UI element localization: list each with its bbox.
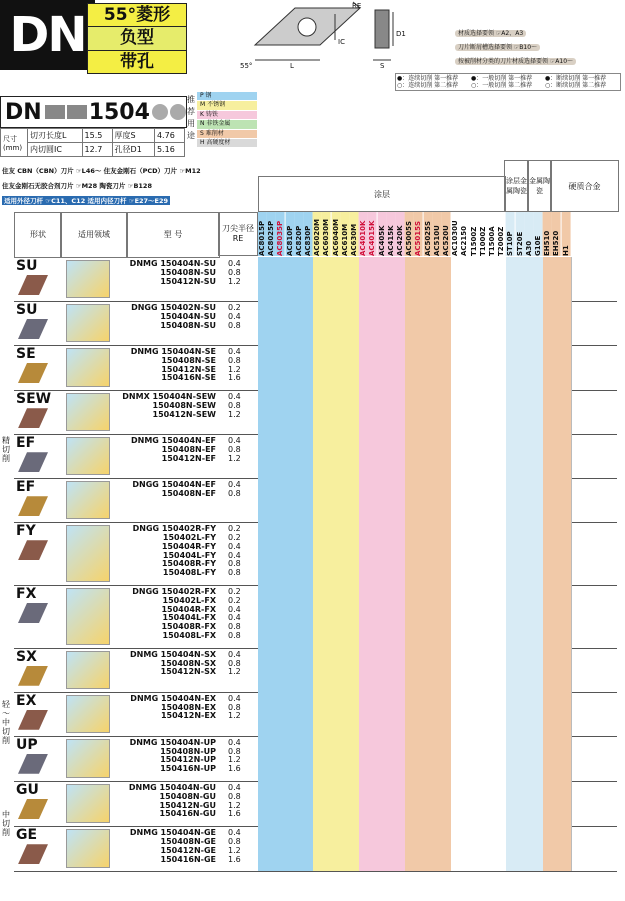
material-4: S 难削材: [197, 130, 257, 139]
note-ceramic: 住友金刚石无胶合剂刀片 ☞M28 陶瓷刀片 ☞B128: [2, 182, 152, 190]
nose-radius: 1.6: [228, 854, 241, 864]
nose-radius: 0.4: [228, 613, 241, 623]
nose-radius: 0.4: [228, 693, 241, 703]
nose-radius: 0.4: [228, 541, 241, 551]
grade-cell-bg: [562, 257, 572, 301]
insert-image: [18, 754, 48, 774]
nose-radius: 1.2: [228, 276, 241, 286]
nose-radius: 1.2: [228, 667, 241, 677]
designation: 150408N-GE: [160, 837, 216, 846]
chipbreaker-ex: EX: [16, 692, 37, 709]
grade-cell-bg: [562, 692, 572, 736]
grade-cell-bg: [562, 736, 572, 781]
designation: 150402L-FX: [162, 595, 216, 605]
designation: 150412N-GE: [160, 845, 216, 855]
grade-st10p: ST10P: [506, 212, 515, 256]
nose-radius: 0.8: [228, 702, 241, 712]
insert-image: [18, 710, 48, 730]
designation: 150416N-GE: [160, 854, 216, 864]
nose-radius: 0.8: [228, 568, 241, 578]
dim-l: L: [290, 62, 294, 70]
dim-re: RE: [352, 2, 362, 10]
designation: DNMG 150404N-SE: [130, 347, 216, 356]
grade-ac5015s: AC5015S: [414, 212, 423, 256]
nose-radius: 0.4: [228, 480, 241, 490]
nose-radius: 1.6: [228, 809, 241, 819]
col-field: 适用领域: [60, 212, 128, 258]
hole-label: 带孔: [120, 51, 154, 72]
material-5: H 高硬度材: [197, 139, 257, 148]
brand-title: DN: [0, 0, 95, 70]
application-range-chart: [66, 481, 110, 519]
grade-cell-bg: [562, 648, 572, 692]
nose-radius: 0.8: [228, 658, 241, 668]
nose-radius: 0.8: [228, 631, 241, 640]
grade-h1: H1: [562, 212, 571, 256]
insert-image: [18, 452, 48, 472]
designation: 150404L-FX: [162, 613, 216, 623]
designation: DNMG 150404N-EF: [131, 436, 216, 446]
grade-cell-bg: [562, 478, 572, 522]
chipbreaker-up: UP: [16, 736, 38, 753]
nose-radius: 1.2: [228, 409, 241, 419]
grade-g10e: G10E: [534, 212, 543, 256]
recommended-use-label: 推荐用途: [187, 95, 195, 140]
insert-image: [18, 540, 48, 560]
application-range-chart: [66, 304, 110, 342]
grade-ac5025s: AC5025S: [424, 212, 433, 256]
designation: 150412N-SE: [161, 364, 216, 374]
nose-radius: 0.2: [228, 595, 241, 605]
dim-s: S: [380, 62, 385, 70]
material-3: N 非铁金属: [197, 120, 257, 129]
model-bar: DN 1504: [0, 96, 187, 128]
nose-radius: 1.2: [228, 800, 241, 810]
grade-ac5005s: AC5005S: [405, 212, 414, 256]
chipbreaker-sew: SEW: [16, 391, 52, 408]
designation: 150404R-FX: [161, 604, 216, 614]
grade-cell-bg: [562, 522, 572, 585]
insert-image: [18, 666, 48, 686]
insert-image: [18, 319, 48, 339]
nose-radius: 0.8: [228, 445, 241, 454]
insert-image: [18, 844, 48, 864]
grade-ac405k: AC405K: [378, 212, 387, 256]
grade-ac830p: AC830P: [304, 212, 313, 256]
grade-ac420k: AC420K: [396, 212, 405, 256]
grade-a30: A30: [525, 212, 534, 256]
nose-radius: 0.8: [228, 837, 241, 846]
designation: 150408R-FX: [161, 622, 216, 632]
grade-ac415k: AC415K: [387, 212, 396, 256]
designation: 150408N-SEW: [152, 401, 216, 410]
designation: 150404L-FY: [162, 550, 216, 560]
note-cbn: 住友 CBN（CBN）刀片 ☞L46～ 住友金刚石（PCD）刀片 ☞M12: [2, 167, 201, 175]
grade-ac810p: AC810P: [286, 212, 295, 256]
dim-ic: IC: [338, 38, 345, 46]
designation: 150412N-SX: [160, 667, 216, 677]
grade-ac2150: AC2150: [460, 212, 469, 256]
grade-ac520u: AC520U: [442, 212, 451, 256]
designation: 150412N-EF: [161, 453, 216, 463]
designation: 150412N-GU: [159, 800, 216, 810]
chipbreaker-ge: GE: [16, 827, 38, 844]
designation: 150416N-UP: [160, 764, 216, 774]
designation: 150408N-EF: [161, 489, 216, 498]
chipbreaker-fy: FY: [16, 523, 36, 540]
designation: DNGG 150402R-FY: [132, 524, 216, 534]
application-range-chart: [66, 651, 110, 689]
nose-radius: 0.2: [228, 524, 241, 534]
grade-t1500a: T1500A: [488, 212, 497, 256]
side-label-finishing: 精切削: [2, 436, 10, 463]
chipbreaker-su: SU: [16, 258, 38, 274]
nose-radius: 0.2: [228, 533, 241, 542]
nose-radius: 0.8: [228, 791, 241, 801]
designation: 150412N-EX: [160, 711, 216, 721]
designation: DNGG 150404N-EF: [132, 480, 216, 490]
grade-t1500z: T1500Z: [470, 212, 479, 256]
grade-ac6040m: AC6040M: [332, 212, 341, 256]
nose-radius: 0.2: [228, 587, 241, 596]
insert-type-box: [87, 3, 187, 74]
nose-radius: 0.4: [228, 649, 241, 659]
grade-ac8035p: AC8035P: [276, 212, 285, 256]
designation: DNMG 150404N-GU: [128, 783, 216, 792]
category-coated: 涂层: [258, 176, 506, 212]
chipbreaker-sx: SX: [16, 648, 37, 665]
nose-radius: 0.8: [228, 320, 241, 330]
designation: DNMX 150404N-SEW: [122, 392, 216, 402]
guide-material: 材质选择要领 ☞A2、A3: [455, 30, 526, 37]
designation: DNMG 150404N-UP: [129, 737, 216, 747]
insert-image: [18, 408, 48, 428]
grade-cell-bg: [562, 434, 572, 478]
chipbreaker-su: SU: [16, 302, 38, 318]
designation: 150408N-SU: [160, 267, 216, 277]
chipbreaker-gu: GU: [16, 782, 39, 798]
designation: DNMG 150404N-SX: [130, 649, 216, 659]
application-range-chart: [66, 739, 110, 778]
nose-radius: 1.2: [228, 845, 241, 855]
side-label-medium: 中切削: [2, 810, 10, 837]
application-range-chart: [66, 348, 110, 387]
designation: 150408N-EX: [160, 702, 216, 712]
nose-radius: 1.2: [228, 755, 241, 765]
grade-cell-bg: [562, 781, 572, 826]
designation: 150408N-GU: [159, 791, 216, 801]
guide-chipbreaker: 刀片断屑槽选择要领 ☞B10～: [455, 44, 540, 51]
grade-ac610m: AC610M: [341, 212, 350, 256]
chipbreaker-fx: FX: [16, 586, 37, 602]
insert-image: [18, 275, 48, 295]
nose-radius: 0.4: [228, 392, 241, 402]
nose-radius: 0.8: [228, 489, 241, 498]
application-range-chart: [66, 437, 110, 475]
designation: DNGG 150402N-SU: [131, 303, 216, 312]
col-shape: 形状: [14, 212, 62, 258]
designation: DNMG 150404N-GE: [129, 828, 216, 838]
application-range-chart: [66, 525, 110, 582]
designation: 150412N-SU: [160, 276, 216, 286]
nose-radius: 0.4: [228, 783, 241, 792]
grade-ac4010k: AC4010K: [359, 212, 368, 256]
nose-radius: 1.2: [228, 711, 241, 721]
shape-label: 55°菱形: [88, 4, 186, 27]
material-legend: [197, 92, 257, 148]
grade-ac510u: AC510U: [433, 212, 442, 256]
designation: 150412N-SEW: [152, 409, 216, 419]
designation: 150408N-SX: [160, 658, 216, 668]
legend-box: ●：连续切削 第一推荐 ●：一般切削 第一推荐 ●：断续切削 第一推荐 ○：连续切削 第二推荐 ○：一般切削 第二推荐 ○：断续切削 第二推荐: [395, 73, 621, 91]
designation: 150408R-FY: [161, 559, 216, 569]
category-coated-cermet: 涂层金属陶瓷: [504, 160, 529, 212]
grade-t1000z: T1000Z: [479, 212, 488, 256]
designation: 150402L-FY: [162, 533, 216, 542]
designation: 150412N-UP: [160, 755, 216, 765]
grade-cell-bg: [562, 826, 572, 871]
dim-d1: D1: [396, 30, 406, 38]
col-re: 刀尖半径 RE: [218, 212, 258, 256]
category-cermet: 金属陶瓷: [527, 160, 552, 212]
grade-ac8015p: AC8015P: [258, 212, 267, 256]
designation: 150408L-FX: [162, 631, 216, 640]
grade-ac8025p: AC8025P: [267, 212, 276, 256]
grade-cell-bg: [562, 301, 572, 345]
grade-ac6030m: AC6030M: [322, 212, 331, 256]
nose-radius: 0.4: [228, 347, 241, 356]
nose-radius: 1.2: [228, 364, 241, 374]
row-divider: [14, 871, 617, 872]
grade-ac630m: AC630M: [350, 212, 359, 256]
application-range-chart: [66, 260, 110, 298]
designation: 150416N-GU: [159, 809, 216, 819]
insert-image: [18, 363, 48, 383]
nose-radius: 0.4: [228, 311, 241, 321]
category-carbide: 硬质合金: [550, 160, 619, 212]
grade-cell-bg: [562, 390, 572, 434]
grade-cell-bg: [562, 345, 572, 390]
nose-radius: 0.8: [228, 355, 241, 365]
nose-radius: 0.4: [228, 550, 241, 560]
nose-radius: 0.2: [228, 303, 241, 312]
insert-image: [18, 496, 48, 516]
guide-work-material: 按被削材分类的刀片材质选择要领 ☞A10～: [455, 58, 576, 65]
nose-radius: 0.4: [228, 604, 241, 614]
col-model: 型 号: [126, 212, 220, 258]
designation: 150416N-SE: [161, 373, 216, 383]
chipbreaker-se: SE: [16, 346, 36, 362]
grade-eh520: EH520: [552, 212, 561, 256]
grade-ac1030u: AC1030U: [451, 212, 460, 256]
grade-ac6020m: AC6020M: [313, 212, 322, 256]
nose-radius: 1.6: [228, 373, 241, 383]
application-range-chart: [66, 784, 110, 823]
grade-cell-bg: [562, 585, 572, 648]
insert-image: [18, 799, 48, 819]
grade-t2000z: T2000Z: [497, 212, 506, 256]
designation: 150408N-SE: [161, 355, 216, 365]
nose-radius: 0.4: [228, 259, 241, 268]
note-holders: 适用外径刀杆 ☞C11、C12 适用内径刀杆 ☞E27～E29: [4, 197, 169, 205]
nose-radius: 0.8: [228, 401, 241, 410]
grade-ac4015k: AC4015K: [368, 212, 377, 256]
side-label-light-medium: 轻～中切削: [2, 700, 10, 745]
designation: 150408L-FY: [162, 568, 216, 578]
application-range-chart: [66, 829, 110, 868]
rake-label: 负型: [88, 27, 186, 50]
nose-radius: 0.4: [228, 737, 241, 747]
grade-ac820p: AC820P: [295, 212, 304, 256]
material-1: M 不锈钢: [197, 101, 257, 110]
application-range-chart: [66, 695, 110, 733]
nose-radius: 0.8: [228, 622, 241, 632]
designation: DNMG 150404N-EX: [130, 693, 216, 703]
nose-radius: 0.8: [228, 746, 241, 756]
nose-radius: 0.8: [228, 559, 241, 569]
nose-radius: 0.4: [228, 436, 241, 446]
designation: DNGG 150402R-FX: [132, 587, 216, 596]
chipbreaker-ef: EF: [16, 435, 36, 452]
material-0: P 钢: [197, 92, 257, 101]
designation: DNMG 150404N-SU: [129, 259, 216, 268]
material-2: K 铸铁: [197, 111, 257, 120]
designation: 150404R-FY: [161, 541, 216, 551]
spec-table: 尺寸 (mm) 切刃长度L 15.5 厚度S 4.76 内切圆IC 12.7 孔径D1 5.16: [0, 128, 185, 156]
nose-radius: 1.6: [228, 764, 241, 774]
designation: 150404N-SU: [160, 311, 216, 321]
chipbreaker-ef: EF: [16, 479, 36, 496]
designation: 150408N-SU: [160, 320, 216, 330]
nose-radius: 0.8: [228, 267, 241, 277]
grade-eh510: EH510: [543, 212, 552, 256]
insert-image: [18, 603, 48, 623]
designation: 150408N-EF: [161, 445, 216, 454]
grade-st20e: ST20E: [516, 212, 525, 256]
angle-label: 55°: [240, 62, 253, 70]
designation: 150408N-UP: [160, 746, 216, 756]
nose-radius: 1.2: [228, 453, 241, 463]
application-range-chart: [66, 588, 110, 645]
application-range-chart: [66, 393, 110, 431]
nose-radius: 0.4: [228, 828, 241, 838]
